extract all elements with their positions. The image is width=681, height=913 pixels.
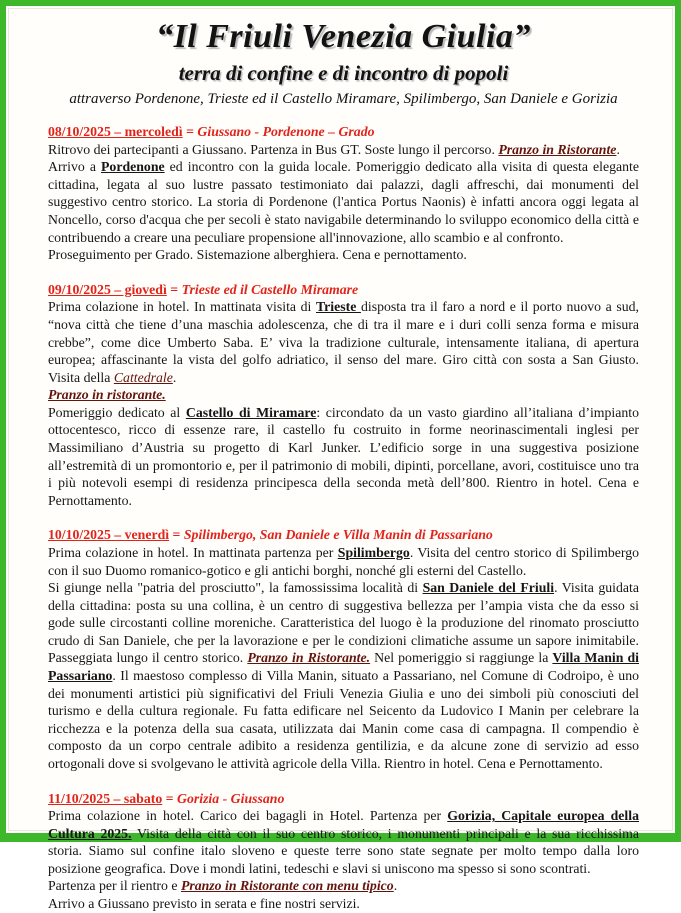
page-subtitle: terra di confine e di incontro di popoli (178, 60, 509, 85)
section-header (48, 123, 639, 141)
text-run: Pranzo in Ristorante (498, 141, 617, 157)
text-run: : circondato da un vasto giardino all’italiana d’impianto ottocentesco, ricco di essenze rare, il castello fu costruito in forme neorinascimentali inglesi per Massimiliano d’Austria su progetto di Karl Junker. L’edificio sorge in una suggestiva posizione all’estremità di un promontorio e, per il patrimonio di mobili, dipinti, porcellane, avori, costituisce uno tra i più notevoli esempi di residenza principesca della seconda metà dell’800. Rientro in hotel. Cena e Pernottamento. (48, 404, 640, 508)
document-header (48, 16, 639, 109)
section-paragraph (48, 386, 639, 404)
text-run: Spilimbergo (337, 545, 410, 560)
section-route: Spilimbergo, San Daniele e Villa Manin di Passariano (183, 527, 493, 543)
text-run: Ritrovo dei partecipanti a Giussano. Partenza in Bus GT. Soste lungo il percorso. (48, 141, 499, 157)
page-tagline: attraverso Pordenone, Trieste ed il Castello Miramare, Spilimbergo, San Daniele e Gorizia (69, 90, 618, 107)
text-run: Visita della città con il suo centro storico, i monumenti principali e la sua ricchissima storia. Siamo sul confine italo sloveno e queste terre sono state segnate per molto tempo dalla loro posizione geografica. Dove i mondi latini, tedeschi e slavi si uniscono ma spesso si sono scontrati. (48, 825, 639, 876)
section-paragraph (48, 246, 639, 264)
section-paragraph (48, 579, 639, 772)
text-run: Prima colazione in hotel. Carico dei bagagli in Hotel. Partenza per (48, 808, 448, 824)
text-run: Pranzo in Ristorante con menu tipico (180, 878, 394, 894)
section-separator: = (162, 790, 177, 806)
section-header (48, 790, 639, 808)
text-run: Prima colazione in hotel. In mattinata visita di (48, 299, 316, 315)
text-run: San Daniele del Friuli (422, 580, 555, 596)
text-run: Trieste (316, 299, 361, 315)
text-run: Cattedrale (113, 369, 173, 385)
text-run: . (172, 369, 177, 385)
section-header (48, 281, 639, 299)
section-paragraph (48, 877, 639, 895)
section-date: 08/10/2025 – mercoledì (48, 124, 183, 140)
page-title: “Il Friuli Venezia Giulia” (156, 18, 531, 55)
section-route: Gorizia - Giussano (177, 790, 285, 806)
text-run: . Visita guidata della cittadina: posta su una collina, è un centro di suggestiva bellezza per l’ampia vista che da esso si gode sulle circostanti colline moreniche. Caratteristica del luogo è la produzione del rinomato prosciutto crudo di San Daniele, che per la lavorazione e per le condizioni climatiche assume un sapore inimitabile. Passeggiata lungo il centro storico. (48, 580, 639, 666)
section-paragraph (48, 158, 639, 246)
section-paragraph (48, 298, 639, 386)
text-run: Proseguimento per Grado. Sistemazione alberghiera. Cena e pernottamento. (48, 247, 467, 263)
section-header (48, 526, 639, 544)
text-run: Nel pomeriggio si raggiunge la (370, 650, 553, 666)
text-run: Pomeriggio dedicato al (48, 404, 186, 420)
text-run: Castello di Miramare (185, 404, 317, 420)
text-run: . (616, 141, 620, 157)
section-separator: = (166, 281, 182, 297)
section-route: Trieste ed il Castello Miramare (181, 281, 359, 297)
text-run: ed incontro con la guida locale. Pomeriggio dedicato alla visita di questa elegante cittadina, legata al suo lustre passato testimoniato dai palazzi, dagli affreschi, dai monumenti del suggestivo centro storico. La storia di Pordenone (l'antica Portus Naonis) è infatti ancora oggi legata al Noncello, corso d'acqua che per secoli è stato navigabile determinando lo sviluppo economico della città e contribuendo a creare una peculiare propensione all'innovazione, allo scambio e al confronto. (48, 159, 639, 245)
text-run: Si giunge nella "patria del prosciutto", la famossissima località di (48, 580, 423, 596)
section-separator: = (169, 527, 184, 543)
itinerary-section (48, 281, 639, 510)
itinerary-section (48, 123, 639, 264)
section-date: 10/10/2025 – venerdì (48, 527, 170, 543)
section-route: Giussano - Pordenone – Grado (197, 124, 375, 140)
section-paragraph (48, 544, 639, 579)
section-separator: = (182, 124, 198, 140)
text-run: Villa Manin di Passariano (48, 650, 639, 684)
itinerary-section (48, 526, 639, 772)
itinerary-sections (48, 123, 639, 913)
text-run: Pordenone (101, 159, 165, 175)
text-run: Pranzo in Ristorante. (247, 650, 371, 666)
text-run: . Il maestoso complesso di Villa Manin, situato a Passariano, nel Comune di Codroipo, è uno dei monumenti artistici più significativi del Friuli Venezia Giulia e uno dei simboli più conosciuti del turismo e della cultura regionale. Fu fatta edificare nel Seicento da Ludovico I Manin per celebrare la ricchezza e la potenza della sua casata, utilizzata dai Manin come casa di campagna. Il compendio è composto da un corpo centrale adibito a residenza gentilizia, e da alcune zone di servizio ad esso ortogonali dove si svolgevano le attività agricole della Villa. Rientro in hotel. Cena e Pernottamento. (48, 668, 639, 771)
text-run: . (393, 878, 398, 894)
text-run: Partenza per il rientro e (48, 878, 181, 894)
text-run: disposta tra il faro a nord e il porto nuovo a sud, “nova città che tiene d’una maschia adolescenza, che di tra il mare e i duri colli senza forma e misura crebbe”, come dice Umberto Saba. E’ viva la tradizione culturale, intensamente italiana, di apertura europea; affascinante la vista del golfo adriatico, il senso del mare. Giro città con sosta a San Giusto. Visita della (48, 299, 640, 385)
text-run: Pranzo in ristorante. (48, 387, 166, 403)
text-run: Arrivo a Giussano previsto in serata e fine nostri servizi. (48, 896, 360, 912)
itinerary-section (48, 790, 639, 913)
section-date: 11/10/2025 – sabato (48, 790, 163, 806)
section-paragraph (48, 895, 639, 913)
text-run: Gorizia, Capitale europea della Cultura 2025. (48, 808, 639, 841)
text-run: . Visita del centro storico di Spilimbergo con il suo Duomo romanico-gotico e gli antichi borghi, nonché gli esterni del Castello. (48, 545, 639, 578)
section-paragraph (48, 807, 639, 877)
section-paragraph (48, 404, 639, 509)
text-run: Arrivo a (48, 159, 101, 175)
text-run: Prima colazione in hotel. In mattinata partenza per (48, 545, 338, 560)
section-paragraph (48, 141, 639, 159)
section-date: 09/10/2025 – giovedì (48, 281, 167, 297)
